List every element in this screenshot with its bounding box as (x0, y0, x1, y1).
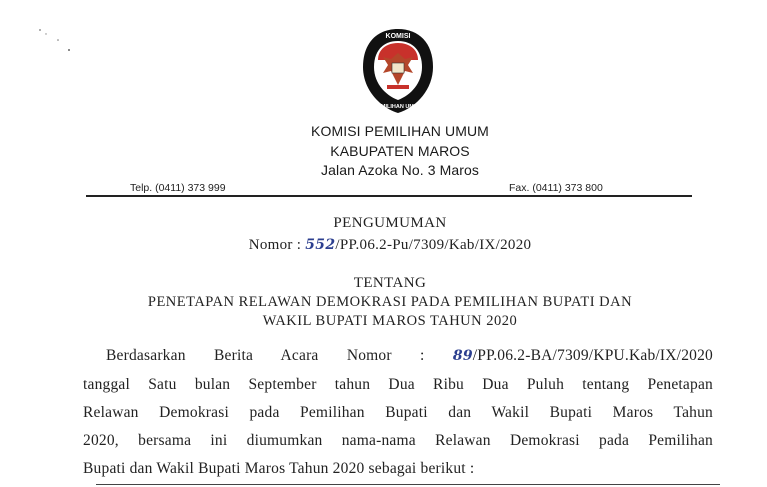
announcement-number (180, 237, 600, 254)
tentang-heading: TENTANG (353, 275, 427, 291)
telp-number: Telp. (0411) 373 999 (130, 182, 226, 194)
body-line-2: tanggal Satu bulan September tahun Dua Ribu Dua Puluh tentang Penetapan (83, 376, 713, 393)
scan-specks (36, 28, 76, 58)
subject-line-2: WAKIL BUPATI MAROS TAHUN 2020 (262, 313, 518, 329)
page-cut-line (96, 484, 720, 485)
ba-number-handwritten: 89 (452, 348, 473, 364)
subject-line-1: PENETAPAN RELAWAN DEMOKRASI PADA PEMILIHAN BUPATI DAN (147, 294, 633, 310)
nomor-suffix: /PP.06.2-Pu/7309/Kab/IX/2020 (335, 237, 532, 253)
nomor-handwritten: 552 (305, 237, 336, 253)
body-line-1-prefix: Berdasarkan Berita Acara Nomor : (106, 347, 453, 364)
fax-number: Fax. (0411) 373 800 (509, 182, 603, 194)
letterhead-divider (86, 195, 692, 197)
kpu-logo (361, 27, 435, 115)
nomor-prefix: Nomor : (248, 237, 306, 253)
body-line-1-suffix: /PP.06.2-BA/7309/KPU.Kab/IX/2020 (472, 347, 713, 364)
logo-ring-top: KOMISI (385, 33, 411, 40)
body-line-5: Bupati dan Wakil Bupati Maros Tahun 2020 sebagai berikut : (83, 460, 475, 477)
body-line-3: Relawan Demokrasi pada Pemilihan Bupati dan Wakil Bupati Maros Tahun (83, 404, 713, 421)
org-address: Jalan Azoka No. 3 Maros (321, 162, 479, 178)
body-line-4: 2020, bersama ini diumumkan nama-nama Relawan Demokrasi pada Pemilihan (83, 432, 713, 449)
org-name: KOMISI PEMILIHAN UMUM (311, 123, 489, 139)
org-region: KABUPATEN MAROS (330, 143, 470, 159)
body-line-1 (106, 347, 713, 365)
announcement-title: PENGUMUMAN (333, 215, 447, 231)
logo-ring-bottom: PEMILIHAN UMUM (373, 104, 423, 110)
